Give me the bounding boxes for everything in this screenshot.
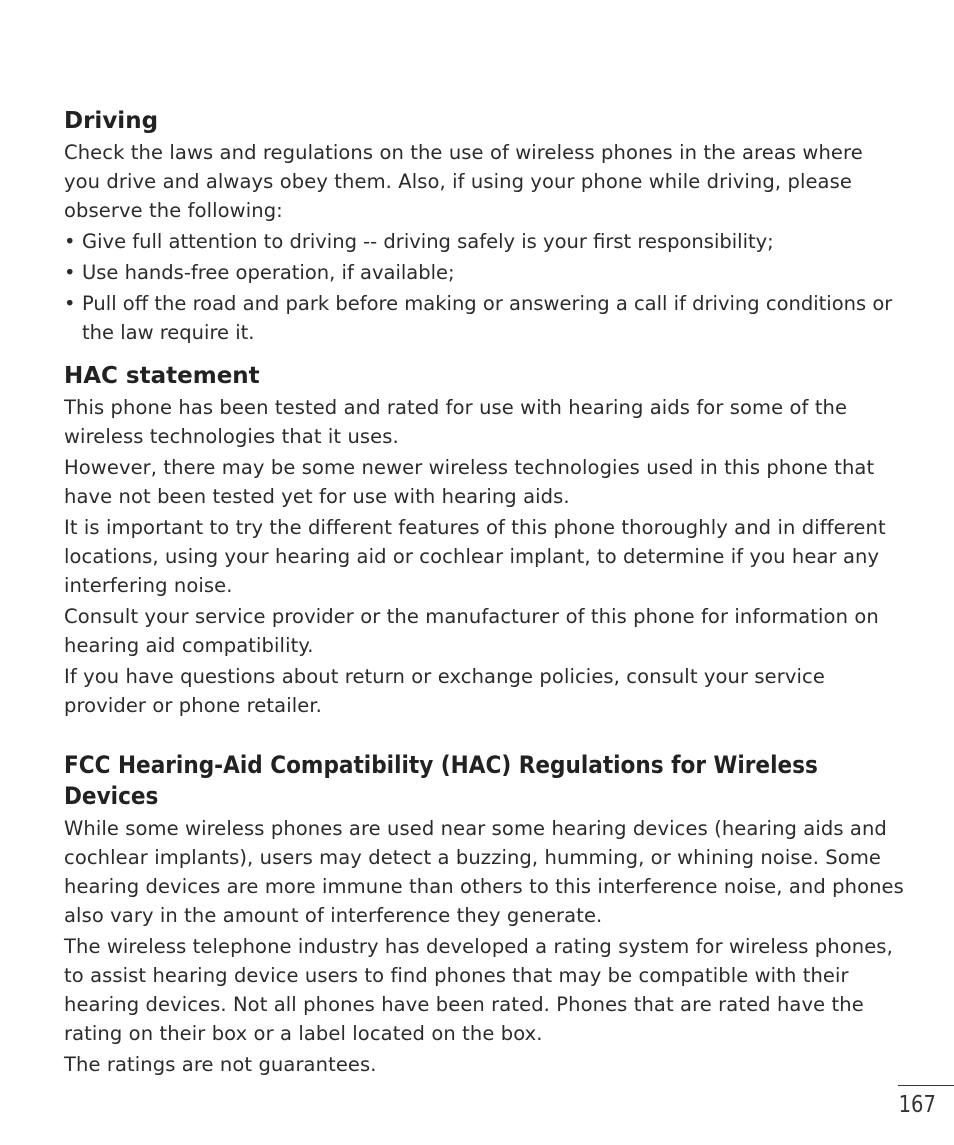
fcc-section bbox=[64, 750, 904, 1079]
hac-heading: HAC statement bbox=[64, 363, 260, 389]
fcc-paragraph: The wireless telephone industry has developed a rating system for wireless phones, to assist hearing device users to find phones that may be compatible with their hearing devices. Not all phones have been rated. Phones that are rated have the rating on their box or a label located on the box. bbox=[64, 935, 893, 1045]
bullet-icon: • bbox=[64, 230, 76, 253]
hac-paragraph: If you have questions about return or exchange policies, consult your service provider or phone retailer. bbox=[64, 665, 825, 717]
hac-paragraph: Consult your service provider or the manufacturer of this phone for information on hearing aid compatibility. bbox=[64, 605, 879, 657]
driving-heading: Driving bbox=[64, 108, 159, 134]
driving-bullet-item bbox=[64, 258, 904, 287]
driving-bullet-item bbox=[64, 289, 904, 347]
bullet-text: Give full attention to driving -- driving safely is your first responsibility; bbox=[82, 230, 774, 253]
fcc-paragraph: While some wireless phones are used near some hearing devices (hearing aids and cochlear implants), users may detect a buzzing, humming, or whining noise. Some hearing devices are more immune than others to this interference noise, and phones also vary in the amount of interference they generate. bbox=[64, 817, 904, 927]
driving-intro: Check the laws and regulations on the use of wireless phones in the areas where you drive and always obey them. Also, if using your phone while driving, please observe the following: bbox=[64, 141, 863, 222]
page-content bbox=[64, 106, 904, 1081]
bullet-text: Pull off the road and park before making or answering a call if driving conditions or the law require it. bbox=[82, 292, 893, 344]
hac-paragraph: This phone has been tested and rated for use with hearing aids for some of the wireless technologies that it uses. bbox=[64, 396, 848, 448]
fcc-paragraph: The ratings are not guarantees. bbox=[64, 1053, 377, 1076]
hac-paragraph: However, there may be some newer wireless technologies used in this phone that have not been tested yet for use with hearing aids. bbox=[64, 456, 875, 508]
fcc-heading: FCC Hearing-Aid Compatibility (HAC) Regulations for Wireless Devices bbox=[64, 751, 818, 810]
footer-divider bbox=[898, 1085, 954, 1086]
bullet-text: Use hands-free operation, if available; bbox=[82, 261, 455, 284]
bullet-icon: • bbox=[64, 261, 76, 284]
hac-paragraph: It is important to try the different features of this phone thoroughly and in different locations, using your hearing aid or cochlear implant, to determine if you hear any interfering noise. bbox=[64, 516, 886, 597]
hac-section bbox=[64, 361, 904, 720]
driving-bullet-list bbox=[64, 227, 904, 347]
bullet-icon: • bbox=[64, 292, 76, 315]
driving-section bbox=[64, 106, 904, 347]
page-number: 167 bbox=[898, 1092, 936, 1118]
driving-bullet-item bbox=[64, 227, 904, 256]
